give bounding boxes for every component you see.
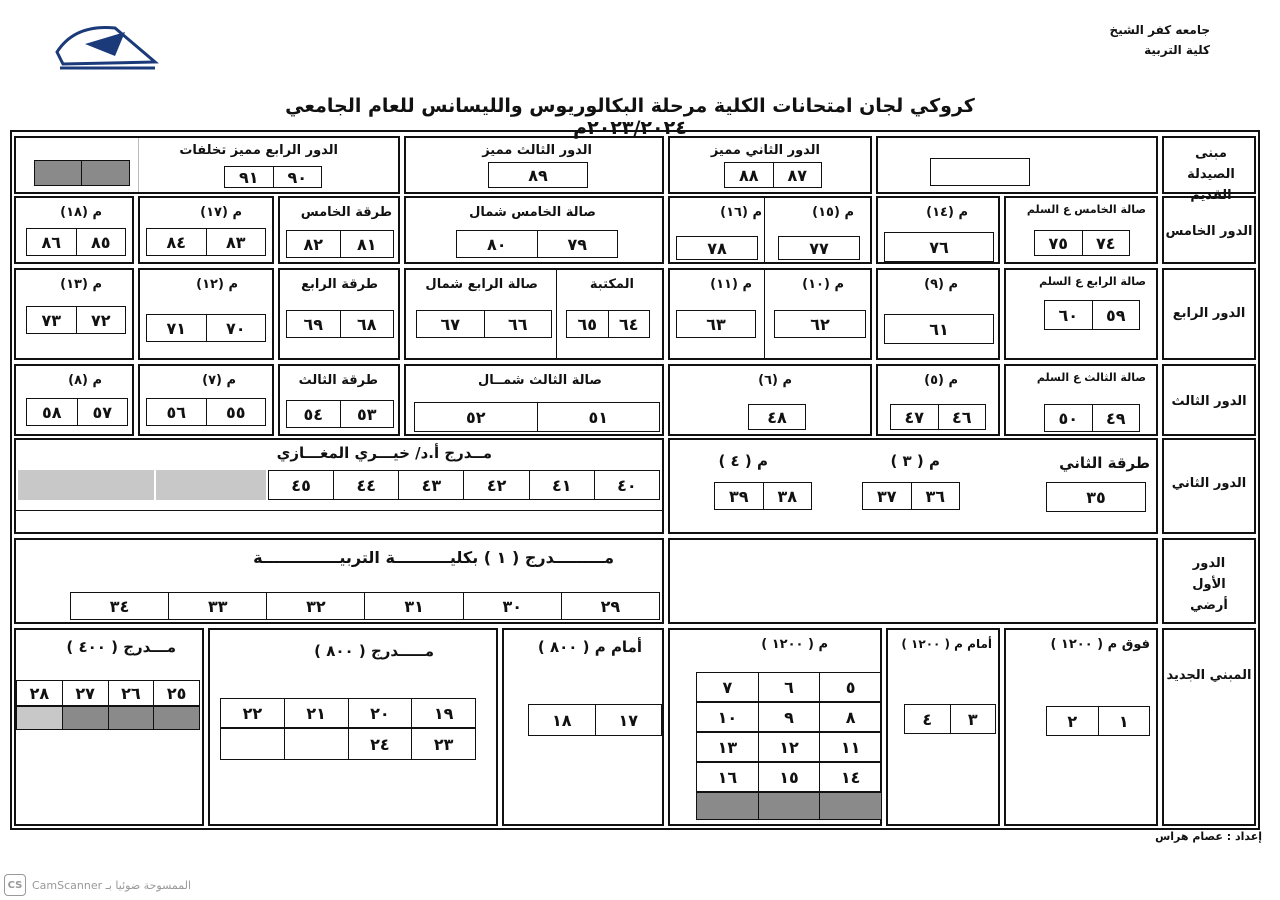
fourth-stair-hall: صالة الرابع ع السلم ٥٩ ٦٠ (1004, 268, 1158, 360)
pharmacy-floor2: الدور الثاني مميز ٨٧ ٨٨ (668, 136, 872, 194)
new-front-800: أمام م ( ٨٠٠ ) ١٧ ١٨ (502, 628, 664, 826)
pharmacy-floor2-numbers: ٨٧ ٨٨ (724, 162, 822, 188)
row-header-fourth: الدور الرابع (1162, 268, 1256, 360)
pharmacy-floor4-numbers: ٩٠ ٩١ (224, 166, 322, 188)
second-hall-khairy: مــدرج أ.د/ خيـــري المغـــازي ٤٠ ٤١ ٤٢ ٤٣ ٤٤ ٤٥ (14, 438, 664, 534)
pharmacy-floor3: الدور الثالث مميز ٨٩ (404, 136, 664, 194)
fourth-m9: م (٩) ٦١ (876, 268, 1000, 360)
third-m5: م (٥) ٤٦ ٤٧ (876, 364, 1000, 436)
page-title: كروكي لجان امتحانات الكلية مرحلة البكالوريوس والليسانس للعام الجامعي ٢٠٢٣/٢٠٢٤م (285, 95, 975, 139)
camscanner-watermark: CS الممسوحة ضوئيا بـ CamScanner (4, 874, 191, 896)
fifth-m17: م (١٧) ٨٣ ٨٤ (138, 196, 274, 264)
third-m8: م (٨) ٥٧ ٥٨ (14, 364, 134, 436)
fourth-corridor: طرقة الرابع ٦٨ ٦٩ (278, 268, 400, 360)
fifth-north-hall: صالة الخامس شمال ٧٩ ٨٠ (404, 196, 664, 264)
fifth-m18: م (١٨) ٨٥ ٨٦ (14, 196, 134, 264)
fourth-m13: م (١٣) ٧٢ ٧٣ (14, 268, 134, 360)
fourth-library-north: المكتبة صالة الرابع شمال ٦٤ ٦٥ ٦٦ ٦٧ (404, 268, 664, 360)
third-north-hall: صالة الثالث شمــال ٥١ ٥٢ (404, 364, 664, 436)
row-header-fifth: الدور الخامس (1162, 196, 1256, 264)
fifth-stair-hall: صالة الخامس ع السلم ٧٤ ٧٥ (1004, 196, 1158, 264)
fourth-m10-m11: م (١٠) م (١١) ٦٢ ٦٣ (668, 268, 872, 360)
second-rooms: طرقة الثاني ٣٥ م ( ٣ ) ٣٦ ٣٧ م ( ٤ ) ٣٨ ٣٩ (668, 438, 1158, 534)
new-hall-800: مـــــدرج ( ٨٠٠ ) ١٩ ٢٠ ٢١ ٢٢ ٢٣ ٢٤ (208, 628, 498, 826)
row-header-first: الدور الأول أرضي (1162, 538, 1256, 624)
new-hall-400: مـــدرج ( ٤٠٠ ) ٢٥ ٢٦ ٢٧ ٢٨ (14, 628, 204, 826)
fifth-m14: م (١٤) ٧٦ (876, 196, 1000, 264)
pharmacy-floor4: الدور الرابع مميز تخلفات ٩٠ ٩١ (14, 136, 400, 194)
third-stair-hall: صالة الثالث ع السلم ٤٩ ٥٠ (1004, 364, 1158, 436)
fourth-m12: م (١٢) ٧٠ ٧١ (138, 268, 274, 360)
third-m7: م (٧) ٥٥ ٥٦ (138, 364, 274, 436)
new-above-1200: فوق م ( ١٢٠٠ ) ١ ٢ (1004, 628, 1158, 826)
prepared-by: إعداد : عصام هراس (1155, 830, 1262, 843)
new-front-1200: أمام م ( ١٢٠٠ ) ٣ ٤ (886, 628, 1000, 826)
third-m6: م (٦) ٤٨ (668, 364, 872, 436)
pharmacy-floor3-number: ٨٩ (488, 162, 588, 188)
row-header-old-pharmacy: مبنى الصيدلة القديم (1162, 136, 1256, 194)
fifth-corridor: طرقة الخامس ٨١ ٨٢ (278, 196, 400, 264)
new-m1200: م ( ١٢٠٠ ) ٥ ٦ ٧ ٨ ٩ ١٠ ١١ ١٢ ١٣ ١٤ ١٥ ١٦ (668, 628, 882, 826)
row-header-new: المبني الجديد (1162, 628, 1256, 826)
first-hall-1: مـــــــــدرج ( ١ ) بكليــــــــــة التربيــــــــــــــة ٢٩ ٣٠ ٣١ ٣٢ ٣٣ ٣٤ (14, 538, 664, 624)
fifth-m15-m16: م (١٥) م (١٦) ٧٧ ٧٨ (668, 196, 872, 264)
camscanner-icon: CS (4, 874, 26, 896)
row-header-third: الدور الثالث (1162, 364, 1256, 436)
pharmacy-empty-box (876, 136, 1158, 194)
third-corridor: طرقة الثالث ٥٣ ٥٤ (278, 364, 400, 436)
row-header-second: الدور الثاني (1162, 438, 1256, 534)
university-name: جامعه كفر الشيخ (1109, 23, 1210, 37)
first-empty (668, 538, 1158, 624)
faculty-name: كلية التربية (1144, 43, 1210, 57)
university-logo (55, 22, 160, 72)
